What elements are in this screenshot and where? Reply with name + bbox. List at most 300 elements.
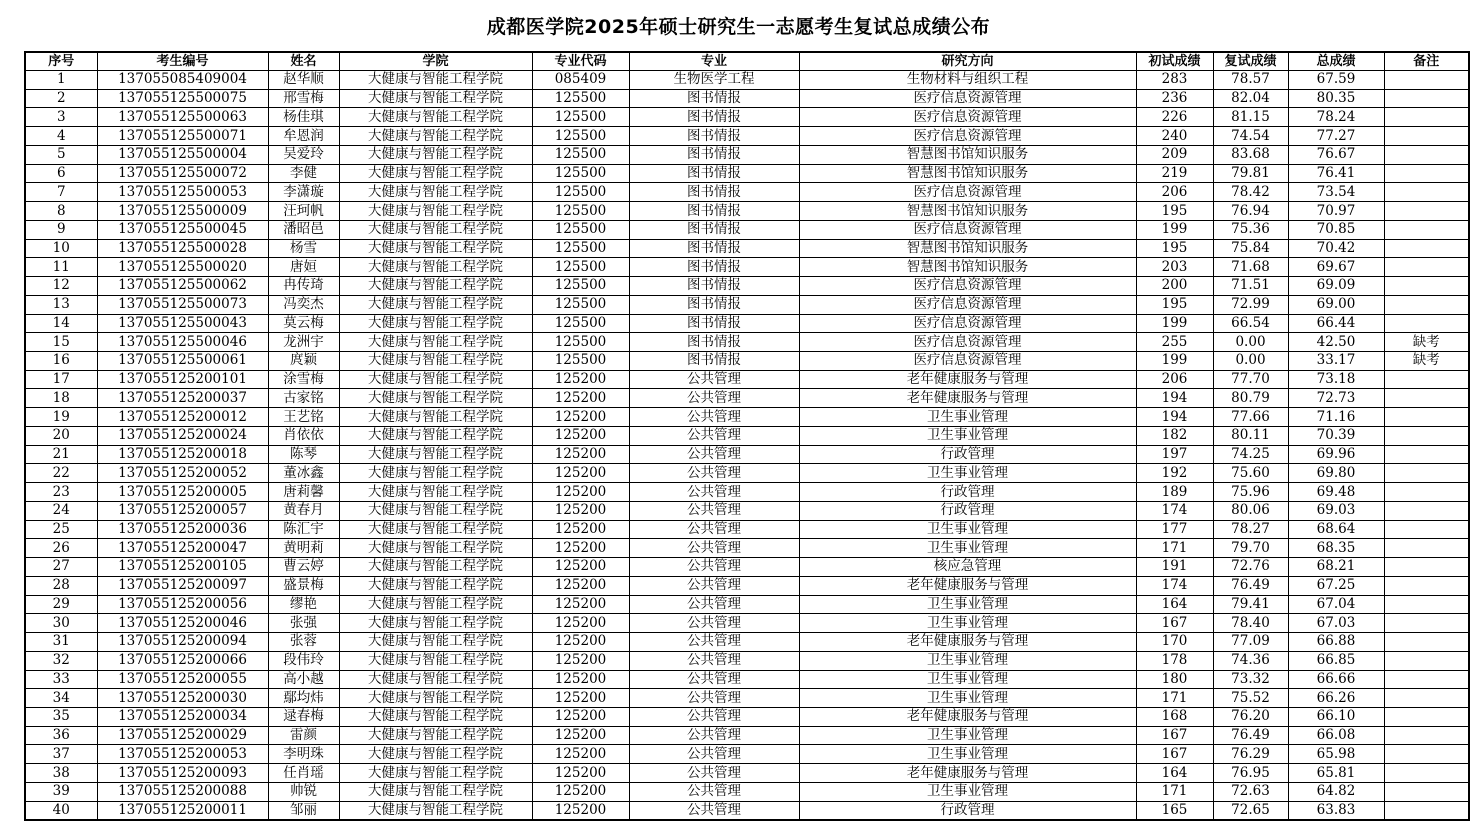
col-total-score-cell: 63.83 — [1288, 801, 1384, 820]
col-remark-cell — [1384, 726, 1469, 745]
col-initial-score-cell: 194 — [1136, 408, 1213, 427]
col-major-cell: 生物医学工程 — [629, 71, 799, 90]
col-college-cell: 大健康与智能工程学院 — [339, 333, 532, 352]
col-index-cell: 2 — [25, 89, 97, 108]
col-retest-score-cell: 76.20 — [1213, 707, 1288, 726]
col-exam-id-cell: 137055125200101 — [97, 370, 268, 389]
col-initial-score-cell: 195 — [1136, 202, 1213, 221]
col-retest-score-cell: 78.27 — [1213, 520, 1288, 539]
col-direction-cell: 卫生事业管理 — [799, 726, 1136, 745]
col-retest-score-cell: 72.65 — [1213, 801, 1288, 820]
col-index-cell: 37 — [25, 745, 97, 764]
col-name-cell: 杨雪 — [268, 239, 339, 258]
col-remark-cell: 缺考 — [1384, 352, 1469, 371]
col-initial-score-cell: 174 — [1136, 576, 1213, 595]
col-remark-cell — [1384, 707, 1469, 726]
col-exam-id-cell: 137055125200093 — [97, 764, 268, 783]
table-row — [25, 239, 1469, 258]
table-row — [25, 501, 1469, 520]
table-row — [25, 558, 1469, 577]
col-major-cell: 图书情报 — [629, 108, 799, 127]
col-major-code-cell: 125200 — [532, 595, 629, 614]
col-retest-score-cell: 83.68 — [1213, 145, 1288, 164]
col-name-cell: 高小越 — [268, 670, 339, 689]
col-name-cell: 吴爱玲 — [268, 145, 339, 164]
col-remark-cell — [1384, 127, 1469, 146]
col-major-cell: 公共管理 — [629, 633, 799, 652]
col-major-code-cell: 125200 — [532, 633, 629, 652]
table-row — [25, 352, 1469, 371]
col-total-score-cell: 80.35 — [1288, 89, 1384, 108]
col-direction-cell: 医疗信息资源管理 — [799, 89, 1136, 108]
col-direction-cell: 卫生事业管理 — [799, 595, 1136, 614]
col-college-cell: 大健康与智能工程学院 — [339, 520, 532, 539]
col-major-cell: 公共管理 — [629, 558, 799, 577]
col-initial-score-header: 初试成绩 — [1136, 52, 1213, 71]
col-retest-score-cell: 81.15 — [1213, 108, 1288, 127]
col-college-cell: 大健康与智能工程学院 — [339, 801, 532, 820]
col-college-cell: 大健康与智能工程学院 — [339, 370, 532, 389]
col-major-code-cell: 125200 — [532, 520, 629, 539]
col-college-cell: 大健康与智能工程学院 — [339, 558, 532, 577]
col-name-cell: 庹颖 — [268, 352, 339, 371]
col-college-cell: 大健康与智能工程学院 — [339, 183, 532, 202]
col-index-cell: 9 — [25, 220, 97, 239]
col-major-code-cell: 125500 — [532, 127, 629, 146]
col-remark-cell — [1384, 389, 1469, 408]
col-name-cell: 董冰鑫 — [268, 464, 339, 483]
col-college-cell: 大健康与智能工程学院 — [339, 501, 532, 520]
col-remark-cell — [1384, 539, 1469, 558]
col-major-code-cell: 125200 — [532, 651, 629, 670]
col-initial-score-cell: 206 — [1136, 183, 1213, 202]
col-direction-cell: 智慧图书馆知识服务 — [799, 239, 1136, 258]
col-exam-id-cell: 137055125500045 — [97, 220, 268, 239]
col-index-cell: 26 — [25, 539, 97, 558]
col-name-cell: 莫云梅 — [268, 314, 339, 333]
col-major-code-cell: 125200 — [532, 801, 629, 820]
col-direction-cell: 老年健康服务与管理 — [799, 764, 1136, 783]
col-name-cell: 邢雪梅 — [268, 89, 339, 108]
col-retest-score-cell: 80.06 — [1213, 501, 1288, 520]
col-total-score-cell: 66.85 — [1288, 651, 1384, 670]
col-major-code-cell: 125500 — [532, 352, 629, 371]
col-total-score-cell: 66.66 — [1288, 670, 1384, 689]
col-major-code-cell: 125500 — [532, 108, 629, 127]
col-retest-score-cell: 72.99 — [1213, 295, 1288, 314]
col-major-code-cell: 125500 — [532, 183, 629, 202]
col-major-code-cell: 125500 — [532, 258, 629, 277]
col-direction-cell: 卫生事业管理 — [799, 745, 1136, 764]
col-direction-cell: 医疗信息资源管理 — [799, 352, 1136, 371]
table-row — [25, 464, 1469, 483]
col-index-cell: 24 — [25, 501, 97, 520]
col-exam-id-cell: 137055125500043 — [97, 314, 268, 333]
col-retest-score-cell: 73.32 — [1213, 670, 1288, 689]
col-index-cell: 15 — [25, 333, 97, 352]
col-retest-score-cell: 72.76 — [1213, 558, 1288, 577]
col-remark-cell — [1384, 764, 1469, 783]
col-direction-cell: 智慧图书馆知识服务 — [799, 164, 1136, 183]
col-major-cell: 公共管理 — [629, 483, 799, 502]
col-index-cell: 23 — [25, 483, 97, 502]
table-row — [25, 445, 1469, 464]
table-row — [25, 389, 1469, 408]
col-name-cell: 鄢均炜 — [268, 689, 339, 708]
table-row — [25, 670, 1469, 689]
col-total-score-cell: 68.35 — [1288, 539, 1384, 558]
col-initial-score-cell: 209 — [1136, 145, 1213, 164]
col-major-code-cell: 125200 — [532, 501, 629, 520]
col-index-cell: 36 — [25, 726, 97, 745]
col-total-score-cell: 69.67 — [1288, 258, 1384, 277]
col-college-cell: 大健康与智能工程学院 — [339, 483, 532, 502]
col-college-cell: 大健康与智能工程学院 — [339, 389, 532, 408]
col-index-cell: 31 — [25, 633, 97, 652]
col-initial-score-cell: 194 — [1136, 389, 1213, 408]
col-remark-cell — [1384, 71, 1469, 90]
col-remark-header: 备注 — [1384, 52, 1469, 71]
col-retest-score-cell: 75.52 — [1213, 689, 1288, 708]
col-major-cell: 公共管理 — [629, 595, 799, 614]
col-remark-cell — [1384, 239, 1469, 258]
col-major-code-cell: 125200 — [532, 614, 629, 633]
col-major-code-cell: 125200 — [532, 726, 629, 745]
col-remark-cell — [1384, 501, 1469, 520]
col-exam-id-cell: 137055125200046 — [97, 614, 268, 633]
col-total-score-cell: 33.17 — [1288, 352, 1384, 371]
table-row — [25, 202, 1469, 221]
col-major-cell: 公共管理 — [629, 782, 799, 801]
col-index-cell: 3 — [25, 108, 97, 127]
col-college-cell: 大健康与智能工程学院 — [339, 277, 532, 296]
col-name-cell: 涂雪梅 — [268, 370, 339, 389]
col-name-cell: 古家铭 — [268, 389, 339, 408]
col-name-cell: 肖依依 — [268, 426, 339, 445]
col-college-cell: 大健康与智能工程学院 — [339, 164, 532, 183]
col-index-cell: 17 — [25, 370, 97, 389]
col-college-cell: 大健康与智能工程学院 — [339, 258, 532, 277]
col-direction-cell: 卫生事业管理 — [799, 464, 1136, 483]
col-initial-score-cell: 200 — [1136, 277, 1213, 296]
table-row — [25, 426, 1469, 445]
col-total-score-cell: 70.42 — [1288, 239, 1384, 258]
col-exam-id-cell: 137055125200097 — [97, 576, 268, 595]
col-remark-cell — [1384, 801, 1469, 820]
col-name-cell: 牟恩润 — [268, 127, 339, 146]
col-exam-id-cell: 137055125200047 — [97, 539, 268, 558]
col-index-cell: 32 — [25, 651, 97, 670]
col-index-cell: 12 — [25, 277, 97, 296]
col-college-cell: 大健康与智能工程学院 — [339, 89, 532, 108]
col-major-code-cell: 125200 — [532, 445, 629, 464]
col-retest-score-cell: 74.36 — [1213, 651, 1288, 670]
col-initial-score-cell: 189 — [1136, 483, 1213, 502]
col-total-score-cell: 68.21 — [1288, 558, 1384, 577]
col-major-code-cell: 125200 — [532, 745, 629, 764]
col-name-header: 姓名 — [268, 52, 339, 71]
col-retest-score-cell: 76.49 — [1213, 726, 1288, 745]
col-initial-score-cell: 180 — [1136, 670, 1213, 689]
col-index-cell: 14 — [25, 314, 97, 333]
table-row — [25, 520, 1469, 539]
col-retest-score-cell: 74.25 — [1213, 445, 1288, 464]
col-remark-cell — [1384, 426, 1469, 445]
col-retest-score-cell: 75.60 — [1213, 464, 1288, 483]
table-body — [25, 71, 1469, 821]
col-retest-score-cell: 72.63 — [1213, 782, 1288, 801]
col-direction-cell: 卫生事业管理 — [799, 426, 1136, 445]
col-major-code-cell: 125500 — [532, 202, 629, 221]
col-major-code-cell: 125500 — [532, 220, 629, 239]
col-direction-cell: 老年健康服务与管理 — [799, 576, 1136, 595]
col-major-cell: 图书情报 — [629, 164, 799, 183]
col-major-cell: 图书情报 — [629, 239, 799, 258]
col-major-code-cell: 125200 — [532, 782, 629, 801]
col-total-score-cell: 69.48 — [1288, 483, 1384, 502]
col-name-cell: 任肖瑶 — [268, 764, 339, 783]
col-direction-cell: 行政管理 — [799, 483, 1136, 502]
col-remark-cell — [1384, 782, 1469, 801]
col-exam-id-cell: 137055125200005 — [97, 483, 268, 502]
col-college-cell: 大健康与智能工程学院 — [339, 614, 532, 633]
col-college-cell: 大健康与智能工程学院 — [339, 651, 532, 670]
col-remark-cell — [1384, 595, 1469, 614]
col-major-code-cell: 125200 — [532, 576, 629, 595]
col-retest-score-cell: 71.68 — [1213, 258, 1288, 277]
col-college-cell: 大健康与智能工程学院 — [339, 782, 532, 801]
col-remark-cell — [1384, 295, 1469, 314]
col-major-cell: 公共管理 — [629, 801, 799, 820]
col-major-header: 专业 — [629, 52, 799, 71]
col-major-cell: 公共管理 — [629, 445, 799, 464]
col-initial-score-cell: 191 — [1136, 558, 1213, 577]
col-college-cell: 大健康与智能工程学院 — [339, 239, 532, 258]
col-exam-id-cell: 137055125500004 — [97, 145, 268, 164]
col-index-cell: 25 — [25, 520, 97, 539]
col-exam-id-cell: 137055125200012 — [97, 408, 268, 427]
table-row — [25, 145, 1469, 164]
col-total-score-cell: 67.25 — [1288, 576, 1384, 595]
col-index-header: 序号 — [25, 52, 97, 71]
col-exam-id-cell: 137055125200030 — [97, 689, 268, 708]
table-header-row — [25, 52, 1469, 71]
col-direction-cell: 医疗信息资源管理 — [799, 183, 1136, 202]
col-total-score-cell: 73.18 — [1288, 370, 1384, 389]
col-index-cell: 8 — [25, 202, 97, 221]
col-major-cell: 公共管理 — [629, 651, 799, 670]
col-index-cell: 10 — [25, 239, 97, 258]
table-row — [25, 277, 1469, 296]
score-table — [24, 51, 1470, 821]
col-major-code-header: 专业代码 — [532, 52, 629, 71]
col-exam-id-cell: 137055125200018 — [97, 445, 268, 464]
col-direction-cell: 行政管理 — [799, 801, 1136, 820]
col-direction-cell: 卫生事业管理 — [799, 689, 1136, 708]
col-retest-score-cell: 0.00 — [1213, 352, 1288, 371]
col-major-code-cell: 125500 — [532, 277, 629, 296]
col-initial-score-cell: 167 — [1136, 726, 1213, 745]
col-retest-score-cell: 75.36 — [1213, 220, 1288, 239]
col-name-cell: 曹云婷 — [268, 558, 339, 577]
col-index-cell: 13 — [25, 295, 97, 314]
table-row — [25, 220, 1469, 239]
table-row — [25, 801, 1469, 820]
col-name-cell: 帅锐 — [268, 782, 339, 801]
col-college-cell: 大健康与智能工程学院 — [339, 202, 532, 221]
col-direction-cell: 核应急管理 — [799, 558, 1136, 577]
col-index-cell: 27 — [25, 558, 97, 577]
col-name-cell: 汪珂帆 — [268, 202, 339, 221]
col-initial-score-cell: 167 — [1136, 614, 1213, 633]
col-initial-score-cell: 283 — [1136, 71, 1213, 90]
col-total-score-cell: 68.64 — [1288, 520, 1384, 539]
col-exam-id-cell: 137055125500075 — [97, 89, 268, 108]
col-major-cell: 图书情报 — [629, 295, 799, 314]
col-direction-cell: 老年健康服务与管理 — [799, 633, 1136, 652]
col-major-code-cell: 125200 — [532, 464, 629, 483]
col-major-code-cell: 125200 — [532, 389, 629, 408]
col-index-cell: 20 — [25, 426, 97, 445]
col-major-cell: 图书情报 — [629, 127, 799, 146]
col-name-cell: 缪艳 — [268, 595, 339, 614]
col-major-code-cell: 085409 — [532, 71, 629, 90]
col-index-cell: 28 — [25, 576, 97, 595]
col-major-cell: 公共管理 — [629, 707, 799, 726]
col-retest-score-cell: 79.70 — [1213, 539, 1288, 558]
col-major-cell: 公共管理 — [629, 670, 799, 689]
col-direction-cell: 医疗信息资源管理 — [799, 333, 1136, 352]
col-exam-id-cell: 137055125500061 — [97, 352, 268, 371]
col-major-code-cell: 125200 — [532, 707, 629, 726]
col-index-cell: 4 — [25, 127, 97, 146]
table-row — [25, 689, 1469, 708]
col-major-code-cell: 125500 — [532, 314, 629, 333]
col-name-cell: 黄春月 — [268, 501, 339, 520]
col-total-score-cell: 64.82 — [1288, 782, 1384, 801]
col-initial-score-cell: 178 — [1136, 651, 1213, 670]
col-name-cell: 王艺铭 — [268, 408, 339, 427]
col-direction-cell: 卫生事业管理 — [799, 651, 1136, 670]
col-total-score-cell: 72.73 — [1288, 389, 1384, 408]
table-row — [25, 71, 1469, 90]
col-initial-score-cell: 219 — [1136, 164, 1213, 183]
col-total-score-cell: 66.10 — [1288, 707, 1384, 726]
col-major-cell: 图书情报 — [629, 202, 799, 221]
col-major-cell: 公共管理 — [629, 539, 799, 558]
col-name-cell: 李潇璇 — [268, 183, 339, 202]
col-index-cell: 18 — [25, 389, 97, 408]
col-major-cell: 公共管理 — [629, 501, 799, 520]
col-direction-cell: 老年健康服务与管理 — [799, 707, 1136, 726]
col-major-code-cell: 125500 — [532, 89, 629, 108]
col-retest-score-cell: 76.94 — [1213, 202, 1288, 221]
col-index-cell: 7 — [25, 183, 97, 202]
col-initial-score-cell: 182 — [1136, 426, 1213, 445]
col-initial-score-cell: 226 — [1136, 108, 1213, 127]
col-initial-score-cell: 240 — [1136, 127, 1213, 146]
col-retest-score-cell: 82.04 — [1213, 89, 1288, 108]
table-row — [25, 164, 1469, 183]
col-major-code-cell: 125200 — [532, 370, 629, 389]
col-index-cell: 34 — [25, 689, 97, 708]
col-exam-id-cell: 137055125200066 — [97, 651, 268, 670]
col-exam-id-cell: 137055125200036 — [97, 520, 268, 539]
table-row — [25, 314, 1469, 333]
table-row — [25, 539, 1469, 558]
col-direction-cell: 卫生事业管理 — [799, 408, 1136, 427]
col-college-cell: 大健康与智能工程学院 — [339, 71, 532, 90]
col-name-cell: 逯春梅 — [268, 707, 339, 726]
col-retest-score-cell: 76.29 — [1213, 745, 1288, 764]
col-major-cell: 公共管理 — [629, 370, 799, 389]
col-total-score-cell: 69.80 — [1288, 464, 1384, 483]
col-major-code-cell: 125500 — [532, 145, 629, 164]
col-exam-id-cell: 137055085409004 — [97, 71, 268, 90]
col-initial-score-cell: 255 — [1136, 333, 1213, 352]
col-index-cell: 33 — [25, 670, 97, 689]
col-major-code-cell: 125200 — [532, 426, 629, 445]
col-total-score-cell: 78.24 — [1288, 108, 1384, 127]
col-direction-cell: 医疗信息资源管理 — [799, 108, 1136, 127]
col-retest-score-cell: 77.09 — [1213, 633, 1288, 652]
col-initial-score-cell: 199 — [1136, 220, 1213, 239]
col-total-score-cell: 66.88 — [1288, 633, 1384, 652]
col-direction-cell: 卫生事业管理 — [799, 782, 1136, 801]
col-retest-score-cell: 71.51 — [1213, 277, 1288, 296]
col-college-cell: 大健康与智能工程学院 — [339, 707, 532, 726]
col-exam-id-cell: 137055125200011 — [97, 801, 268, 820]
col-major-cell: 公共管理 — [629, 745, 799, 764]
col-total-score-cell: 70.97 — [1288, 202, 1384, 221]
col-major-cell: 公共管理 — [629, 408, 799, 427]
col-remark-cell — [1384, 745, 1469, 764]
table-row — [25, 127, 1469, 146]
col-direction-cell: 老年健康服务与管理 — [799, 389, 1136, 408]
col-exam-id-cell: 137055125500046 — [97, 333, 268, 352]
col-initial-score-cell: 170 — [1136, 633, 1213, 652]
col-name-cell: 冯奕杰 — [268, 295, 339, 314]
col-exam-id-cell: 137055125200056 — [97, 595, 268, 614]
col-retest-score-cell: 77.66 — [1213, 408, 1288, 427]
col-total-score-cell: 67.03 — [1288, 614, 1384, 633]
col-exam-id-header: 考生编号 — [97, 52, 268, 71]
col-college-cell: 大健康与智能工程学院 — [339, 670, 532, 689]
col-major-cell: 公共管理 — [629, 576, 799, 595]
col-total-score-cell: 42.50 — [1288, 333, 1384, 352]
col-exam-id-cell: 137055125200037 — [97, 389, 268, 408]
col-major-cell: 公共管理 — [629, 689, 799, 708]
col-name-cell: 唐姮 — [268, 258, 339, 277]
col-remark-cell — [1384, 277, 1469, 296]
col-initial-score-cell: 199 — [1136, 352, 1213, 371]
table-row — [25, 258, 1469, 277]
table-row — [25, 370, 1469, 389]
col-major-cell: 公共管理 — [629, 389, 799, 408]
col-name-cell: 雷颜 — [268, 726, 339, 745]
col-direction-cell: 医疗信息资源管理 — [799, 314, 1136, 333]
col-initial-score-cell: 197 — [1136, 445, 1213, 464]
table-row — [25, 745, 1469, 764]
col-direction-cell: 医疗信息资源管理 — [799, 220, 1136, 239]
table-row — [25, 108, 1469, 127]
col-major-cell: 公共管理 — [629, 726, 799, 745]
col-direction-cell: 卫生事业管理 — [799, 539, 1136, 558]
col-direction-cell: 医疗信息资源管理 — [799, 295, 1136, 314]
col-remark-cell — [1384, 576, 1469, 595]
col-remark-cell — [1384, 464, 1469, 483]
col-index-cell: 40 — [25, 801, 97, 820]
